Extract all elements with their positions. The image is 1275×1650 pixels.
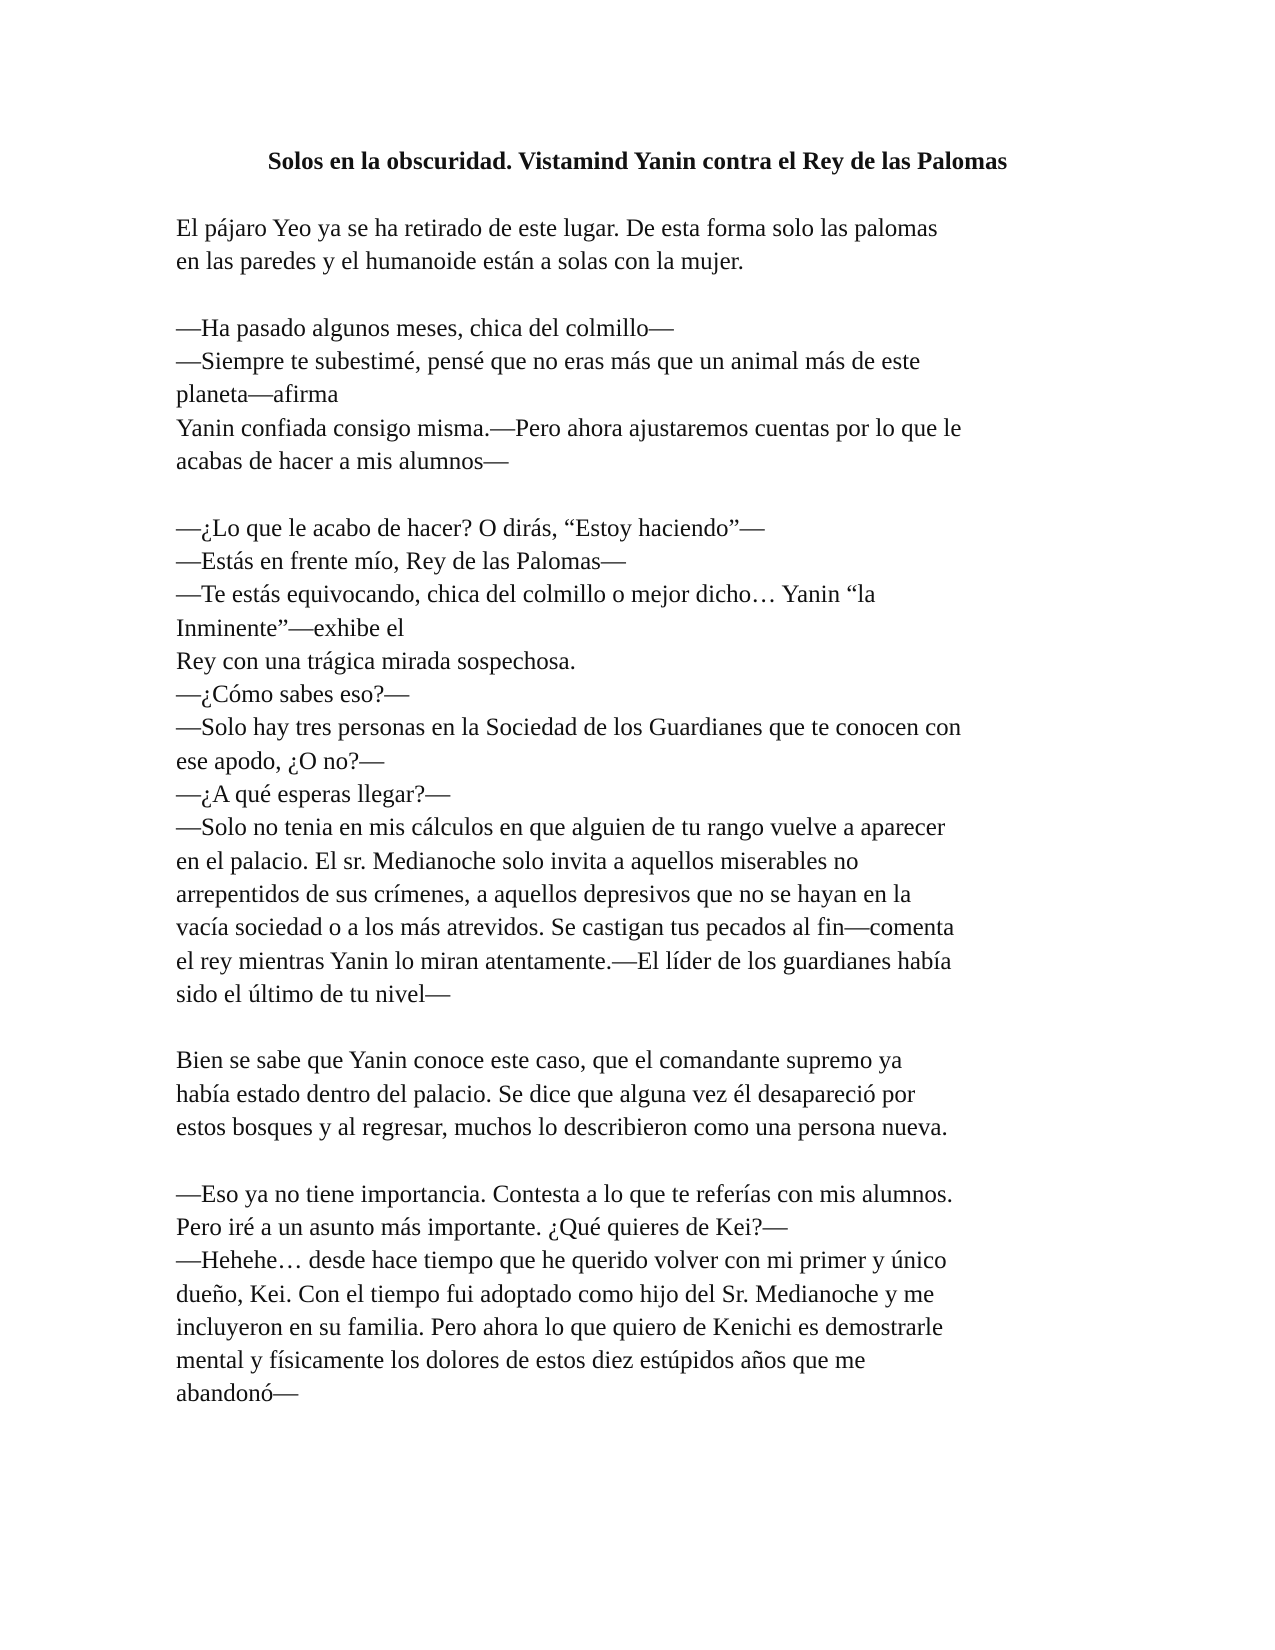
text-line: estos bosques y al regresar, muchos lo describieron como una persona nueva.	[176, 1114, 948, 1142]
text-line: en las paredes y el humanoide están a solas con la mujer.	[176, 248, 744, 276]
text-line: sido el último de tu nivel—	[176, 980, 451, 1008]
paragraph-spacer	[176, 478, 1126, 511]
text-line: planeta—afirma	[176, 381, 339, 409]
text-line: Yanin confiada consigo misma.—Pero ahora ajustaremos cuentas por lo que le	[176, 414, 962, 442]
text-line: en el palacio. El sr. Medianoche solo invita a aquellos miserables no	[176, 847, 859, 875]
text-line: —Te estás equivocando, chica del colmillo o mejor dicho… Yanin “la	[176, 581, 876, 609]
text-line: —¿Lo que le acabo de hacer? O dirás, “Estoy haciendo”—	[176, 514, 765, 542]
text-line: arrepentidos de sus crímenes, a aquellos depresivos que no se hayan en la	[176, 880, 912, 908]
text-line: Inminente”—exhibe el	[176, 614, 405, 642]
text-line: mental y físicamente los dolores de estos diez estúpidos años que me	[176, 1347, 866, 1375]
text-line: —Estás en frente mío, Rey de las Palomas—	[176, 547, 626, 575]
text-line: Bien se sabe que Yanin conoce este caso, que el comandante supremo ya	[176, 1047, 903, 1075]
text-line: —¿A qué esperas llegar?—	[176, 781, 451, 809]
text-line: —Hehehe… desde hace tiempo que he querido volver con mi primer y único	[176, 1247, 947, 1275]
text-line: —¿Cómo sabes eso?—	[176, 681, 410, 709]
paragraph-spacer	[176, 1011, 1126, 1044]
document-body	[176, 212, 1126, 1411]
text-line: El pájaro Yeo ya se ha retirado de este lugar. De esta forma solo las palomas	[176, 215, 938, 242]
text-line: ese apodo, ¿O no?—	[176, 747, 385, 775]
text-line: incluyeron en su familia. Pero ahora lo que quiero de Kenichi es demostrarle	[176, 1313, 944, 1341]
text-line: Rey con una trágica mirada sospechosa.	[176, 647, 576, 675]
text-line: —Solo hay tres personas en la Sociedad de los Guardianes que te conocen con	[176, 714, 962, 742]
paragraph-spacer	[176, 1144, 1126, 1177]
text-line: dueño, Kei. Con el tiempo fui adoptado como hijo del Sr. Medianoche y me	[176, 1280, 935, 1308]
text-line: —Eso ya no tiene importancia. Contesta a lo que te referías con mis alumnos.	[176, 1180, 953, 1208]
text-line: el rey mientras Yanin lo miran atentamente.—El líder de los guardianes había	[176, 947, 952, 975]
paragraph-spacer	[176, 279, 1126, 312]
text-line: —Ha pasado algunos meses, chica del colmillo—	[176, 314, 674, 342]
text-line: acabas de hacer a mis alumnos—	[176, 448, 509, 476]
document-title: Solos en la obscuridad. Vistamind Yanin contra el Rey de las Palomas	[267, 148, 1008, 175]
text-line: Pero iré a un asunto más importante. ¿Qué quieres de Kei?—	[176, 1213, 788, 1241]
text-line: abandonó—	[176, 1380, 299, 1408]
text-line: vacía sociedad o a los más atrevidos. Se castigan tus pecados al fin—comenta	[176, 914, 955, 942]
text-line: —Siempre te subestimé, pensé que no eras más que un animal más de este	[176, 348, 921, 376]
text-line: había estado dentro del palacio. Se dice que alguna vez él desapareció por	[176, 1080, 916, 1108]
text-line: —Solo no tenia en mis cálculos en que alguien de tu rango vuelve a aparecer	[176, 814, 946, 842]
